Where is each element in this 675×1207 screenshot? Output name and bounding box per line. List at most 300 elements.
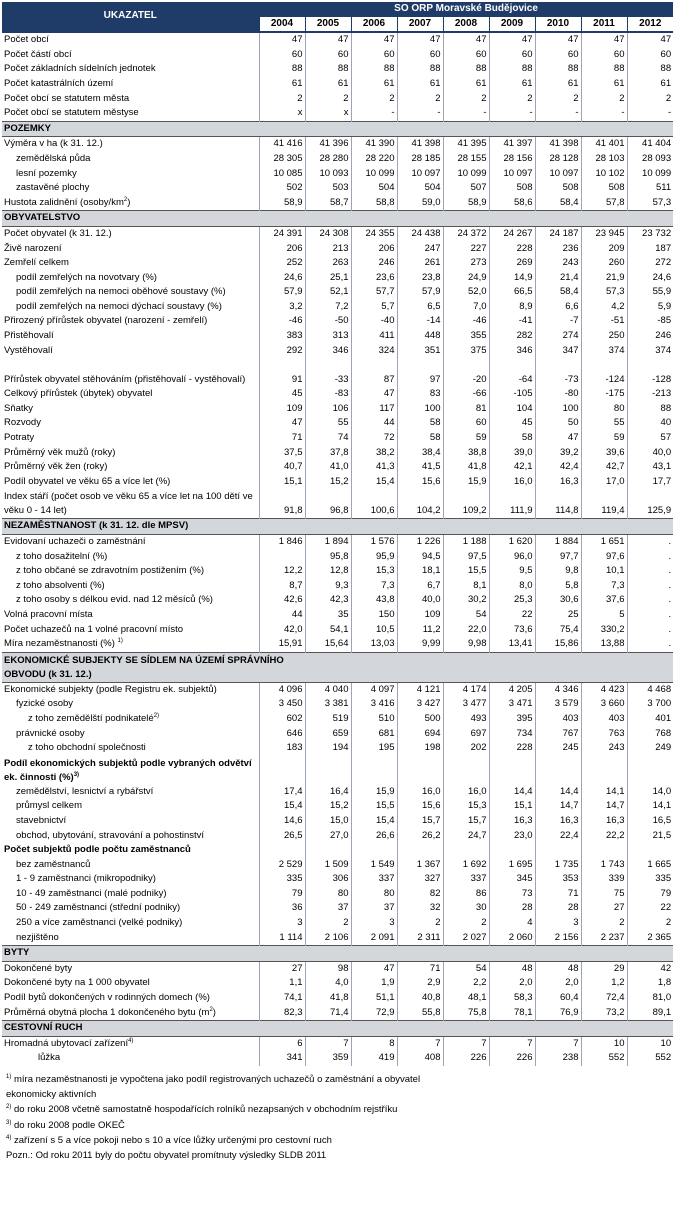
cell-value: 52,1	[305, 285, 351, 300]
cell-value: 15,1	[489, 799, 535, 814]
cell-value: 339	[581, 872, 627, 887]
row-label	[2, 402, 259, 417]
cell-value: 6,5	[397, 300, 443, 315]
cell-value: 10 102	[581, 167, 627, 182]
table-row	[2, 344, 673, 359]
cell-value: 21,4	[535, 271, 581, 286]
row-label	[2, 167, 259, 182]
cell-value: 195	[351, 741, 397, 756]
row-label-text: Průměrná obytná plocha 1 dokončeného bytu (m	[4, 1006, 210, 1018]
table-row	[2, 535, 673, 550]
cell-value: 28 093	[627, 152, 673, 167]
cell-value: 91	[259, 358, 305, 387]
cell-value: 28 155	[443, 152, 489, 167]
cell-value: 58	[397, 431, 443, 446]
row-label	[2, 608, 259, 623]
cell-value: 14,7	[581, 799, 627, 814]
cell-value: 47	[535, 431, 581, 446]
row-label	[2, 535, 259, 550]
cell-value: 504	[397, 181, 443, 196]
cell-value: 22	[627, 901, 673, 916]
cell-value: 28	[535, 901, 581, 916]
cell-value: 32	[397, 901, 443, 916]
cell-value: 347	[535, 344, 581, 359]
footnote-number: 2)	[6, 1104, 12, 1111]
row-label	[2, 829, 259, 844]
cell-value: 1,8	[627, 976, 673, 991]
cell-value: 448	[397, 329, 443, 344]
cell-value: 503	[305, 181, 351, 196]
cell-value: 104,2	[397, 489, 443, 519]
row-label-text: Počet obyvatel (k 31. 12.)	[4, 227, 112, 239]
cell-value: 346	[305, 344, 351, 359]
page	[0, 2, 675, 1163]
cell-value: 194	[305, 741, 351, 756]
cell-value: -46	[259, 314, 305, 329]
table-row	[2, 961, 673, 976]
cell-value: -	[489, 106, 535, 121]
cell-value: 493	[443, 712, 489, 727]
cell-value: 13,88	[581, 637, 627, 652]
cell-value: 55	[305, 416, 351, 431]
table-row	[2, 271, 673, 286]
cell-value: 8,1	[443, 579, 489, 594]
row-label	[2, 32, 259, 48]
cell-value: 61	[535, 77, 581, 92]
cell-value: 2 311	[397, 931, 443, 946]
cell-value: 15,5	[443, 564, 489, 579]
cell-value: 14,9	[489, 271, 535, 286]
footnote-ref: 3)	[73, 771, 80, 778]
cell-value: 61	[397, 77, 443, 92]
row-label-text: Počet subjektů podle počtu zaměstnanců	[4, 844, 191, 856]
cell-value: 500	[397, 712, 443, 727]
cell-value: 2	[581, 916, 627, 931]
cell-value: 94,5	[397, 550, 443, 565]
cell-value: 97	[397, 358, 443, 387]
cell-value: 51,1	[351, 991, 397, 1006]
cell-value: 72	[351, 431, 397, 446]
cell-value: 88	[581, 62, 627, 77]
cell-value: 508	[489, 181, 535, 196]
cell-value: 73,6	[489, 623, 535, 638]
row-label-text: Počet katastrálních území	[4, 77, 114, 89]
table-row	[2, 814, 673, 829]
cell-value: 15,1	[259, 475, 305, 490]
cell-value: 2 091	[351, 931, 397, 946]
cell-value: 117	[351, 402, 397, 417]
cell-value: 768	[627, 727, 673, 742]
cell-value: 504	[351, 181, 397, 196]
cell-value: 763	[581, 727, 627, 742]
table-row	[2, 637, 673, 652]
cell-value: 80	[305, 887, 351, 902]
cell-value	[489, 756, 535, 785]
cell-value: 337	[351, 872, 397, 887]
section-title: EKONOMICKÉ SUBJEKTY SE SÍDLEM NA ÚZEMÍ SPRÁVNÍHO OBVODU (k 31. 12.)	[2, 652, 673, 682]
cell-value: 3 450	[259, 697, 305, 712]
table-row	[2, 712, 673, 727]
row-label-text: Podíl ekonomických subjektů podle vybraných odvětví ek. činnosti (%)	[4, 757, 252, 783]
row-label	[2, 814, 259, 829]
row-label	[2, 1036, 259, 1051]
row-label	[2, 799, 259, 814]
cell-value: 646	[259, 727, 305, 742]
row-label-text: zastavěné plochy	[16, 182, 90, 194]
year-header-2009: 2009	[489, 17, 535, 33]
cell-value: 88	[535, 62, 581, 77]
cell-value: -85	[627, 314, 673, 329]
cell-value: 23,0	[489, 829, 535, 844]
cell-value: 209	[581, 242, 627, 257]
cell-value: 47	[351, 32, 397, 48]
cell-value	[443, 843, 489, 858]
cell-value: 14,1	[627, 799, 673, 814]
cell-value: 48	[535, 961, 581, 976]
row-label	[2, 1006, 259, 1021]
cell-value: 41 395	[443, 137, 489, 152]
row-label-text: 10 - 49 zaměstnanci (malé podniky)	[16, 887, 167, 899]
cell-value: 24 267	[489, 226, 535, 241]
row-label-text: Rozvody	[4, 417, 41, 429]
cell-value: 15,9	[443, 475, 489, 490]
cell-value: 401	[627, 712, 673, 727]
table-row	[2, 387, 673, 402]
cell-value: 14,4	[535, 785, 581, 800]
row-label	[2, 887, 259, 902]
cell-value: 25,3	[489, 593, 535, 608]
table-row	[2, 242, 673, 257]
table-row	[2, 137, 673, 152]
cell-value: 60	[443, 48, 489, 63]
cell-value: 61	[581, 77, 627, 92]
cell-value: 24 355	[351, 226, 397, 241]
cell-value: 10 099	[443, 167, 489, 182]
table-row	[2, 858, 673, 873]
row-label-text: Potraty	[4, 432, 35, 444]
cell-value: 41 398	[397, 137, 443, 152]
cell-value: 17,4	[259, 785, 305, 800]
cell-value: 7	[397, 1036, 443, 1051]
cell-value: 213	[305, 242, 351, 257]
cell-value: 57,7	[351, 285, 397, 300]
cell-value: 41 390	[351, 137, 397, 152]
cell-value: 73,2	[581, 1006, 627, 1021]
cell-value: 10 099	[627, 167, 673, 182]
cell-value: 59	[443, 431, 489, 446]
row-label-text: zemědělství, lesnictví a rybářství	[16, 785, 154, 797]
cell-value: 226	[489, 1051, 535, 1066]
row-label	[2, 48, 259, 63]
cell-value: 36	[259, 901, 305, 916]
cell-value: 2	[443, 916, 489, 931]
cell-value: .	[627, 535, 673, 550]
column-header-indicator: UKAZATEL	[2, 2, 259, 32]
cell-value: 88	[351, 62, 397, 77]
cell-value: 2	[581, 92, 627, 107]
cell-value: 341	[259, 1051, 305, 1066]
cell-value: 246	[627, 329, 673, 344]
cell-value: 41,5	[397, 460, 443, 475]
cell-value: 39,6	[581, 446, 627, 461]
cell-value: 42,1	[489, 460, 535, 475]
cell-value: 43,8	[351, 593, 397, 608]
cell-value: 16,3	[535, 814, 581, 829]
row-label-text: lesní pozemky	[16, 167, 77, 179]
section-header	[2, 519, 673, 535]
cell-value: 150	[351, 608, 397, 623]
row-label-text: Průměrný věk žen (roky)	[4, 461, 108, 473]
cell-value: 58,9	[443, 196, 489, 211]
row-label	[2, 637, 259, 652]
cell-value: 10,5	[351, 623, 397, 638]
cell-value: 14,4	[489, 785, 535, 800]
footnote	[6, 1118, 626, 1133]
cell-value: 1 735	[535, 858, 581, 873]
row-label-text: Hustota zalidnění (osoby/km	[4, 196, 124, 208]
row-label-text: právnické osoby	[16, 727, 85, 739]
cell-value	[305, 843, 351, 858]
cell-value: 88	[305, 62, 351, 77]
cell-value: 263	[305, 256, 351, 271]
cell-value: 47	[627, 32, 673, 48]
row-label	[2, 741, 259, 756]
cell-value: 734	[489, 727, 535, 742]
cell-value: 13,41	[489, 637, 535, 652]
cell-value: 335	[259, 872, 305, 887]
cell-value: 76,9	[535, 1006, 581, 1021]
cell-value: 37,8	[305, 446, 351, 461]
cell-value: 41 397	[489, 137, 535, 152]
cell-value: 3	[535, 916, 581, 931]
table-row	[2, 916, 673, 931]
cell-value: 3 660	[581, 697, 627, 712]
table-row	[2, 314, 673, 329]
cell-value: 28 128	[535, 152, 581, 167]
cell-value: 40,8	[397, 991, 443, 1006]
cell-value: 15,4	[351, 475, 397, 490]
cell-value: 28 305	[259, 152, 305, 167]
cell-value: 47	[581, 32, 627, 48]
cell-value: 238	[535, 1051, 581, 1066]
cell-value: 14,0	[627, 785, 673, 800]
table-row	[2, 976, 673, 991]
cell-value: 2	[443, 92, 489, 107]
cell-value: 50	[535, 416, 581, 431]
table-row	[2, 416, 673, 431]
cell-value: 42,6	[259, 593, 305, 608]
cell-value: 2	[351, 92, 397, 107]
cell-value	[489, 843, 535, 858]
footnote-number: 3)	[6, 1119, 12, 1126]
footnote-number: 1)	[6, 1073, 12, 1080]
cell-value	[627, 756, 673, 785]
cell-value	[259, 843, 305, 858]
cell-value: 206	[259, 242, 305, 257]
cell-value: 37	[305, 901, 351, 916]
cell-value: 58	[489, 431, 535, 446]
cell-value: 58,6	[489, 196, 535, 211]
cell-value: 75,8	[443, 1006, 489, 1021]
cell-value: 3 427	[397, 697, 443, 712]
row-label	[2, 727, 259, 742]
cell-value: 59	[581, 431, 627, 446]
cell-value: 15,6	[397, 475, 443, 490]
row-label-text: Dokončené byty na 1 000 obyvatel	[4, 977, 150, 989]
cell-value: 15,3	[443, 799, 489, 814]
table-row	[2, 829, 673, 844]
row-label-text: Ekonomické subjekty (podle Registru ek. subjektů)	[4, 683, 217, 695]
row-label-text: Index stáří (počet osob ve věku 65 a více let na 100 dětí ve věku 0 - 14 let)	[4, 491, 253, 517]
cell-value	[581, 756, 627, 785]
table-body	[2, 32, 673, 1066]
cell-value: 274	[535, 329, 581, 344]
table-row	[2, 756, 673, 785]
cell-value: 100	[397, 402, 443, 417]
cell-value: 41 416	[259, 137, 305, 152]
row-label	[2, 697, 259, 712]
cell-value: 27	[259, 961, 305, 976]
cell-value: 502	[259, 181, 305, 196]
cell-value: -80	[535, 387, 581, 402]
cell-value: -213	[627, 387, 673, 402]
cell-value	[535, 756, 581, 785]
cell-value: 41 398	[535, 137, 581, 152]
cell-value: 508	[581, 181, 627, 196]
row-label	[2, 77, 259, 92]
footnote-text: ekonomicky aktivních	[6, 1089, 97, 1101]
cell-value: 97,7	[535, 550, 581, 565]
cell-value: 4 423	[581, 682, 627, 697]
cell-value: 55,8	[397, 1006, 443, 1021]
cell-value: 55,9	[627, 285, 673, 300]
cell-value: 7	[489, 1036, 535, 1051]
cell-value: 57,3	[581, 285, 627, 300]
row-label-text: Zemřelí celkem	[4, 257, 69, 269]
cell-value: 9,5	[489, 564, 535, 579]
table-row	[2, 475, 673, 490]
cell-value: 24,6	[627, 271, 673, 286]
row-label-text: průmysl celkem	[16, 800, 82, 812]
cell-value: 511	[627, 181, 673, 196]
cell-value: 419	[351, 1051, 397, 1066]
cell-value: 15,6	[397, 799, 443, 814]
cell-value: 228	[489, 242, 535, 257]
cell-value: 22,4	[535, 829, 581, 844]
row-label-text: 1 - 9 zaměstnanci (mikropodniky)	[16, 873, 156, 885]
cell-value: 681	[351, 727, 397, 742]
row-label	[2, 226, 259, 241]
cell-value: 23 945	[581, 226, 627, 241]
row-label-text: Přírůstek obyvatel stěhováním (přistěhovalí - vystěhovalí)	[4, 374, 246, 386]
cell-value: 15,2	[305, 475, 351, 490]
cell-value: 306	[305, 872, 351, 887]
cell-value: 71	[535, 887, 581, 902]
section-title: NEZAMĚSTNANOST (k 31. 12. dle MPSV)	[2, 519, 673, 535]
row-label	[2, 196, 259, 211]
cell-value: 79	[627, 887, 673, 902]
cell-value: 272	[627, 256, 673, 271]
table-row	[2, 564, 673, 579]
cell-value: .	[627, 579, 673, 594]
cell-value: 1 695	[489, 858, 535, 873]
cell-value: 22,2	[581, 829, 627, 844]
table-row	[2, 991, 673, 1006]
cell-value: 28 103	[581, 152, 627, 167]
row-label-text: podíl zemřelých na nemoci dýchací soustavy (%)	[16, 300, 222, 312]
cell-value: 60	[397, 48, 443, 63]
cell-value: 71	[259, 431, 305, 446]
cell-value: 227	[443, 242, 489, 257]
footnote-text: do roku 2008 podle OKEČ	[11, 1119, 125, 1131]
table-row	[2, 489, 673, 519]
cell-value: 374	[581, 344, 627, 359]
section-header	[2, 121, 673, 137]
cell-value: 1 884	[535, 535, 581, 550]
cell-value: 408	[397, 1051, 443, 1066]
table-row	[2, 48, 673, 63]
cell-value: 60	[443, 416, 489, 431]
table-row	[2, 152, 673, 167]
row-label-suffix: )	[127, 196, 131, 208]
section-header	[2, 946, 673, 962]
cell-value: 14,7	[535, 799, 581, 814]
cell-value: 13,03	[351, 637, 397, 652]
row-label-text: Přirozený přírůstek obyvatel (narození - zemřelí)	[4, 315, 208, 327]
row-label	[2, 152, 259, 167]
cell-value: 4 096	[259, 682, 305, 697]
cell-value: 96,8	[305, 489, 351, 519]
cell-value: 507	[443, 181, 489, 196]
row-label-text: Počet obcí se statutem městyse	[4, 107, 139, 119]
cell-value: 106	[305, 402, 351, 417]
cell-value: 2	[397, 916, 443, 931]
cell-value: 21,5	[627, 829, 673, 844]
statistics-table	[2, 2, 673, 1066]
cell-value: 61	[443, 77, 489, 92]
cell-value: 61	[351, 77, 397, 92]
cell-value: 42,3	[305, 593, 351, 608]
cell-value: 7,0	[443, 300, 489, 315]
cell-value: 104	[489, 402, 535, 417]
cell-value: 95,8	[305, 550, 351, 565]
cell-value: 11,2	[397, 623, 443, 638]
cell-value	[305, 756, 351, 785]
year-header-2008: 2008	[443, 17, 489, 33]
cell-value: -	[397, 106, 443, 121]
cell-value: 2,0	[489, 976, 535, 991]
row-label	[2, 314, 259, 329]
row-label-text: Počet obcí	[4, 34, 49, 46]
table-row	[2, 593, 673, 608]
cell-value: 337	[443, 872, 489, 887]
cell-value: 260	[581, 256, 627, 271]
cell-value: 74,1	[259, 991, 305, 1006]
row-label	[2, 843, 259, 858]
cell-value: 1 114	[259, 931, 305, 946]
cell-value: 57,3	[627, 196, 673, 211]
cell-value: 47	[397, 32, 443, 48]
cell-value: 659	[305, 727, 351, 742]
footnote-ref: 1)	[117, 638, 123, 644]
cell-value	[351, 756, 397, 785]
cell-value: 10 085	[259, 167, 305, 182]
cell-value: 28	[489, 901, 535, 916]
cell-value: -83	[305, 387, 351, 402]
cell-value: 119,4	[581, 489, 627, 519]
cell-value: 1 367	[397, 858, 443, 873]
row-label	[2, 550, 259, 565]
